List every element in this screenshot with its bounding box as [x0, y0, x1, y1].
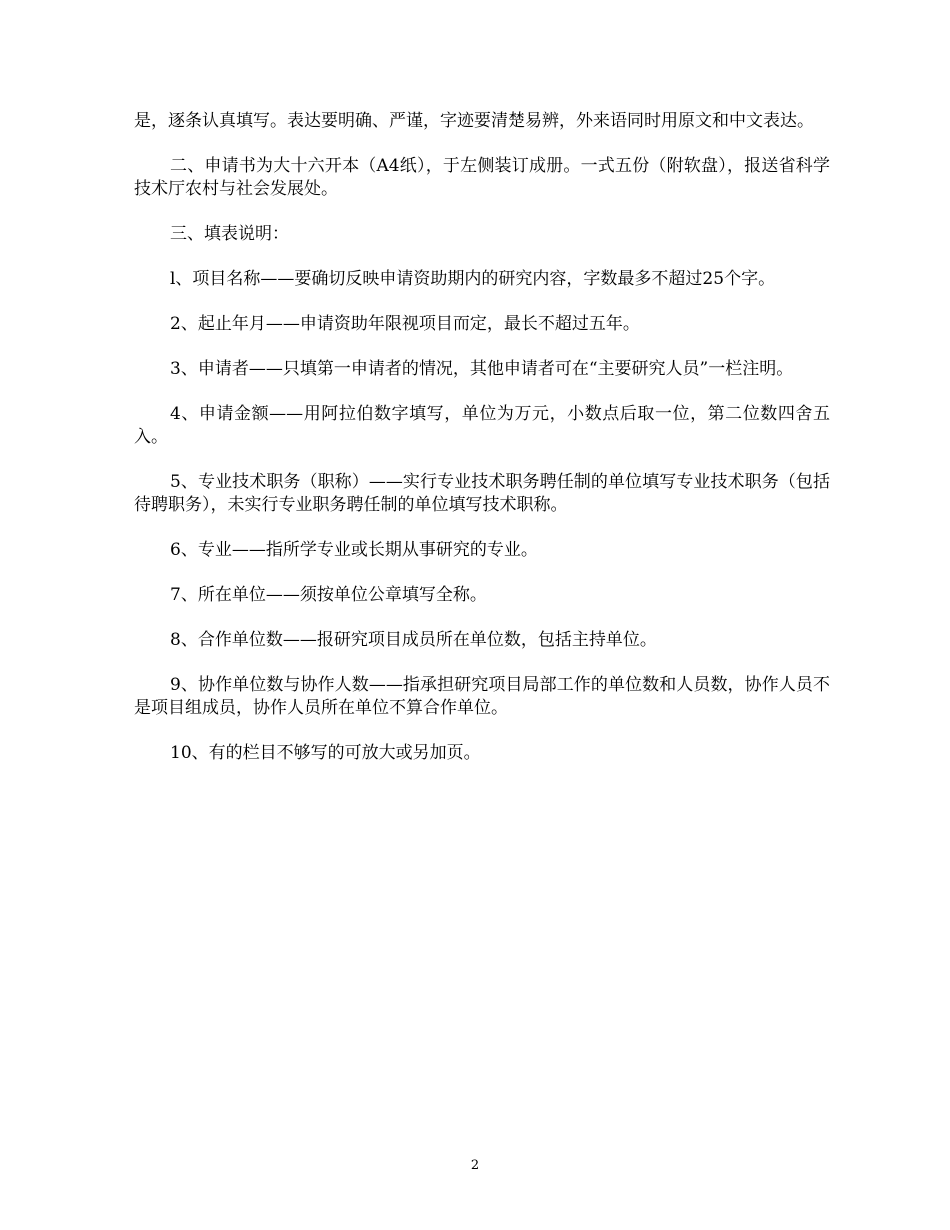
- paragraph-item-8: 8、合作单位数——报研究项目成员所在单位数，包括主持单位。: [170, 630, 657, 650]
- paragraph-section-2: 二、申请书为大十六开本（A4纸），于左侧装订成册。一式五份（附软盘），报送省科学技术厅农村与社会发展处。: [134, 156, 830, 199]
- paragraph-item-4: 4、申请金额——用阿拉伯数字填写，单位为万元，小数点后取一位，第二位数四舍五入。: [134, 404, 830, 447]
- paragraph-item-5: 5、专业技术职务（职称）——实行专业技术职务聘任制的单位填写专业技术职务（包括待聘职务），未实行专业职务聘任制的单位填写技术职称。: [134, 472, 830, 515]
- paragraph-item-2: 2、起止年月——申请资助年限视项目而定，最长不超过五年。: [170, 314, 640, 334]
- paragraph-section-3-heading: 三、填表说明：: [170, 224, 289, 244]
- paragraph-item-9: 9、协作单位数与协作人数——指承担研究项目局部工作的单位数和人员数，协作人员不是项目组成员，协作人员所在单位不算合作单位。: [134, 675, 830, 718]
- paragraph-item-10: 10、有的栏目不够写的可放大或另加页。: [170, 743, 481, 763]
- paragraph-item-3: 3、申请者——只填第一申请者的情况，其他申请者可在“主要研究人员”一栏注明。: [170, 359, 794, 379]
- page-number: 2: [470, 1158, 480, 1173]
- paragraph-item-7: 7、所在单位——须按单位公章填写全称。: [170, 585, 487, 605]
- paragraph-item-6: 6、专业——指所学专业或长期从事研究的专业。: [170, 540, 538, 560]
- document-body: [134, 110, 830, 787]
- paragraph-continuation: 是，逐条认真填写。表达要明确、严谨，字迹要清楚易辨，外来语同时用原文和中文表达。: [134, 111, 814, 131]
- paragraph-item-1: l、项目名称——要确切反映申请资助期内的研究内容，字数最多不超过25个字。: [170, 269, 776, 289]
